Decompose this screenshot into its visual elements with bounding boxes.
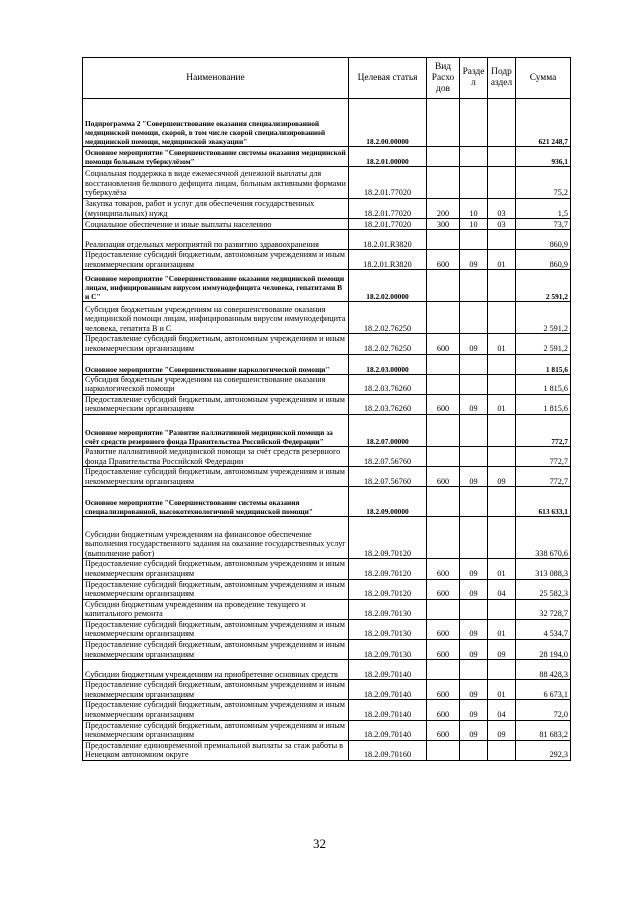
row-target-cell: 18.2.02.76250: [349, 302, 427, 334]
row-subsection-cell: 01: [488, 680, 516, 700]
header-subsection: Подр аздел: [488, 58, 516, 99]
row-name-cell: Предоставление субсидий бюджетным, автономным учреждениям и иным некоммерческим организациям: [83, 680, 349, 700]
row-exp-type-cell: [427, 446, 460, 466]
row-sum-cell: 772,7: [516, 467, 571, 487]
table-row: [83, 219, 571, 230]
row-sum-cell: 1,5: [516, 199, 571, 219]
table-row: [83, 270, 571, 302]
row-name-cell: Предоставление субсидий бюджетным, автономным учреждениям и иным некоммерческим организациям: [83, 720, 349, 740]
row-subsection-cell: 04: [488, 579, 516, 599]
row-target-cell: 18.2.09.70120: [349, 559, 427, 579]
row-name-cell: Реализация отдельных мероприятий по развитию здравоохранения: [83, 230, 349, 250]
row-subsection-cell: [488, 147, 516, 167]
row-section-cell: [460, 487, 488, 517]
row-section-cell: [460, 740, 488, 760]
row-section-cell: 09: [460, 700, 488, 720]
row-target-cell: 18.2.01.77020: [349, 199, 427, 219]
row-target-cell: 18.2.09.70140: [349, 700, 427, 720]
row-exp-type-cell: 600: [427, 559, 460, 579]
table-row: [83, 147, 571, 167]
row-name-cell: Основное мероприятие "Совершенствование наркологической помощи": [83, 354, 349, 374]
table-row: [83, 559, 571, 579]
row-target-cell: 18.2.09.70130: [349, 599, 427, 619]
row-sum-cell: 2 591,2: [516, 270, 571, 302]
table-row: [83, 167, 571, 199]
row-name-cell: Социальная поддержка в виде ежемесячной денежной выплаты для восстановления белкового дефицита лицам, больным активными формами туберкулёза: [83, 167, 349, 199]
row-name-cell: Основное мероприятие "Совершенствование системы оказания медицинской помощи больным туберкулёзом": [83, 147, 349, 167]
row-exp-type-cell: [427, 414, 460, 446]
table-row: [83, 740, 571, 760]
row-exp-type-cell: 600: [427, 394, 460, 414]
row-sum-cell: 2 591,2: [516, 334, 571, 354]
row-section-cell: 09: [460, 640, 488, 660]
row-section-cell: 09: [460, 250, 488, 270]
row-exp-type-cell: [427, 270, 460, 302]
table-row: [83, 700, 571, 720]
table-row: [83, 720, 571, 740]
table-row: [83, 640, 571, 660]
row-name-cell: Закупка товаров, работ и услуг для обеспечения государственных (муниципальных) нужд: [83, 199, 349, 219]
row-exp-type-cell: 200: [427, 199, 460, 219]
row-sum-cell: 75,2: [516, 167, 571, 199]
table-row: [83, 334, 571, 354]
table-row: [83, 354, 571, 374]
table-row: [83, 487, 571, 517]
row-exp-type-cell: 300: [427, 219, 460, 230]
row-sum-cell: 1 815,6: [516, 354, 571, 374]
row-sum-cell: 772,7: [516, 414, 571, 446]
row-sum-cell: 32 728,7: [516, 599, 571, 619]
header-target: Целевая статья: [349, 58, 427, 99]
row-subsection-cell: [488, 414, 516, 446]
row-name-cell: Основное мероприятие "Развитие паллиативной медицинской помощи за счёт средств резервного фонда Правительства Российской Федерации": [83, 414, 349, 446]
row-sum-cell: 772,7: [516, 446, 571, 466]
row-section-cell: 10: [460, 199, 488, 219]
table-row: [83, 302, 571, 334]
row-name-cell: Основное мероприятие "Совершенствование оказания медицинской помощи лицам, инфицированным вирусом иммунодефицита человека, гепатитами В и С": [83, 270, 349, 302]
row-subsection-cell: 01: [488, 250, 516, 270]
row-subsection-cell: 01: [488, 619, 516, 639]
row-section-cell: 09: [460, 720, 488, 740]
row-target-cell: 18.2.07.56760: [349, 446, 427, 466]
header-sum: Сумма: [516, 58, 571, 99]
row-section-cell: [460, 414, 488, 446]
row-subsection-cell: 01: [488, 559, 516, 579]
table-row: [83, 414, 571, 446]
row-subsection-cell: [488, 230, 516, 250]
row-name-cell: Предоставление единовременной премиальной выплаты за стаж работы в Ненецком автономном округе: [83, 740, 349, 760]
row-subsection-cell: [488, 487, 516, 517]
row-section-cell: [460, 99, 488, 147]
document-page: [82, 57, 570, 761]
row-target-cell: 18.2.09.70130: [349, 619, 427, 639]
row-subsection-cell: 09: [488, 720, 516, 740]
row-section-cell: [460, 147, 488, 167]
row-exp-type-cell: 600: [427, 680, 460, 700]
row-sum-cell: 860,9: [516, 250, 571, 270]
row-section-cell: 09: [460, 619, 488, 639]
row-subsection-cell: [488, 99, 516, 147]
row-exp-type-cell: [427, 167, 460, 199]
row-subsection-cell: [488, 167, 516, 199]
header-section: Разде л: [460, 58, 488, 99]
row-exp-type-cell: [427, 99, 460, 147]
row-target-cell: 18.2.01.77020: [349, 167, 427, 199]
row-subsection-cell: 04: [488, 700, 516, 720]
row-subsection-cell: [488, 446, 516, 466]
row-exp-type-cell: [427, 374, 460, 394]
row-target-cell: 18.2.00.00000: [349, 99, 427, 147]
row-target-cell: 18.2.09.70160: [349, 740, 427, 760]
row-name-cell: Основное мероприятие "Совершенствование системы оказания специализированной, высокотехнологичной медицинской помощи": [83, 487, 349, 517]
row-section-cell: 09: [460, 394, 488, 414]
row-section-cell: 09: [460, 680, 488, 700]
table-row: [83, 99, 571, 147]
row-sum-cell: 88 428,3: [516, 660, 571, 680]
row-name-cell: Социальное обеспечение и иные выплаты населению: [83, 219, 349, 230]
row-exp-type-cell: 600: [427, 467, 460, 487]
row-section-cell: [460, 599, 488, 619]
row-target-cell: 18.2.09.70140: [349, 720, 427, 740]
row-subsection-cell: 03: [488, 199, 516, 219]
table-row: [83, 199, 571, 219]
row-subsection-cell: [488, 599, 516, 619]
row-name-cell: Предоставление субсидий бюджетным, автономным учреждениям и иным некоммерческим организациям: [83, 467, 349, 487]
row-sum-cell: 4 534,7: [516, 619, 571, 639]
table-row: [83, 394, 571, 414]
row-section-cell: [460, 517, 488, 559]
table-row: [83, 446, 571, 466]
table-row: [83, 599, 571, 619]
row-section-cell: 09: [460, 334, 488, 354]
row-exp-type-cell: 600: [427, 579, 460, 599]
row-exp-type-cell: 600: [427, 700, 460, 720]
row-name-cell: Подпрограмма 2 "Совершенствование оказания специализированной медицинской помощи, скорой, в том числе скорой специализированной медицинской помощи, медицинской эвакуации": [83, 99, 349, 147]
table-row: [83, 250, 571, 270]
row-target-cell: 18.2.01.R3820: [349, 230, 427, 250]
row-name-cell: Предоставление субсидий бюджетным, автономным учреждениям и иным некоммерческим организациям: [83, 640, 349, 660]
row-subsection-cell: [488, 660, 516, 680]
row-sum-cell: 73,7: [516, 219, 571, 230]
row-sum-cell: 936,1: [516, 147, 571, 167]
row-target-cell: 18.2.02.00000: [349, 270, 427, 302]
row-target-cell: 18.2.09.70140: [349, 660, 427, 680]
row-section-cell: 09: [460, 467, 488, 487]
row-sum-cell: 6 673,1: [516, 680, 571, 700]
row-exp-type-cell: 600: [427, 619, 460, 639]
row-subsection-cell: [488, 270, 516, 302]
row-sum-cell: 1 815,6: [516, 394, 571, 414]
row-sum-cell: 25 582,3: [516, 579, 571, 599]
row-subsection-cell: 09: [488, 467, 516, 487]
row-name-cell: Предоставление субсидий бюджетным, автономным учреждениям и иным некоммерческим организациям: [83, 619, 349, 639]
table-row: [83, 374, 571, 394]
table-row: [83, 680, 571, 700]
row-subsection-cell: 01: [488, 394, 516, 414]
row-target-cell: 18.2.09.00000: [349, 487, 427, 517]
row-sum-cell: 621 248,7: [516, 99, 571, 147]
row-subsection-cell: [488, 740, 516, 760]
row-sum-cell: 338 670,6: [516, 517, 571, 559]
header-name: Наименование: [83, 58, 349, 99]
row-target-cell: 18.2.02.76250: [349, 334, 427, 354]
row-target-cell: 18.2.01.77020: [349, 219, 427, 230]
row-subsection-cell: 01: [488, 334, 516, 354]
row-name-cell: Развитие паллиативной медицинской помощи за счёт средств резервного фонда Правительства Российской Федерации: [83, 446, 349, 466]
row-section-cell: [460, 374, 488, 394]
row-sum-cell: 72,0: [516, 700, 571, 720]
row-section-cell: [460, 302, 488, 334]
row-exp-type-cell: [427, 660, 460, 680]
row-target-cell: 18.2.01.00000: [349, 147, 427, 167]
row-target-cell: 18.2.09.70140: [349, 680, 427, 700]
row-sum-cell: 860,9: [516, 230, 571, 250]
table-row: [83, 517, 571, 559]
row-section-cell: 09: [460, 559, 488, 579]
row-section-cell: [460, 446, 488, 466]
row-name-cell: Субсидия бюджетным учреждениям на совершенствование оказания наркологической помощи: [83, 374, 349, 394]
row-name-cell: Субсидии бюджетным учреждениям на приобретение основных средств: [83, 660, 349, 680]
header-exp-type: Вид Расхо дов: [427, 58, 460, 99]
row-exp-type-cell: [427, 147, 460, 167]
row-exp-type-cell: 600: [427, 250, 460, 270]
row-subsection-cell: [488, 302, 516, 334]
row-target-cell: 18.2.09.70120: [349, 517, 427, 559]
row-subsection-cell: 03: [488, 219, 516, 230]
row-exp-type-cell: [427, 302, 460, 334]
row-name-cell: Предоставление субсидий бюджетным, автономным учреждениям и иным некоммерческим организациям: [83, 579, 349, 599]
row-target-cell: 18.2.01.R3820: [349, 250, 427, 270]
budget-table: [82, 57, 571, 761]
row-section-cell: [460, 354, 488, 374]
row-name-cell: Субсидии бюджетным учреждениям на проведение текущего и капитального ремонта: [83, 599, 349, 619]
table-row: [83, 660, 571, 680]
row-section-cell: [460, 660, 488, 680]
table-row: [83, 230, 571, 250]
row-subsection-cell: [488, 517, 516, 559]
row-sum-cell: 1 815,6: [516, 374, 571, 394]
row-name-cell: Предоставление субсидий бюджетным, автономным учреждениям и иным некоммерческим организациям: [83, 559, 349, 579]
table-row: [83, 467, 571, 487]
row-subsection-cell: [488, 374, 516, 394]
row-name-cell: Субсидии бюджетным учреждениям на финансовое обеспечение выполнения государственного задания на оказание государственных услуг (выполнение работ): [83, 517, 349, 559]
row-target-cell: 18.2.03.00000: [349, 354, 427, 374]
row-sum-cell: 613 633,1: [516, 487, 571, 517]
row-name-cell: Предоставление субсидий бюджетным, автономным учреждениям и иным некоммерческим организациям: [83, 334, 349, 354]
table-header-row: [83, 58, 571, 99]
table-body: [83, 99, 571, 761]
row-name-cell: Предоставление субсидий бюджетным, автономным учреждениям и иным некоммерческим организациям: [83, 700, 349, 720]
row-subsection-cell: 09: [488, 640, 516, 660]
row-section-cell: 10: [460, 219, 488, 230]
row-section-cell: [460, 167, 488, 199]
row-name-cell: Предоставление субсидий бюджетным, автономным учреждениям и иным некоммерческим организациям: [83, 250, 349, 270]
row-target-cell: 18.2.09.70130: [349, 640, 427, 660]
row-section-cell: [460, 230, 488, 250]
row-sum-cell: 28 194,0: [516, 640, 571, 660]
row-section-cell: 09: [460, 579, 488, 599]
row-name-cell: Предоставление субсидий бюджетным, автономным учреждениям и иным некоммерческим организациям: [83, 394, 349, 414]
row-target-cell: 18.2.03.76260: [349, 374, 427, 394]
page-number: 32: [313, 836, 326, 851]
row-exp-type-cell: [427, 230, 460, 250]
table-row: [83, 579, 571, 599]
row-name-cell: Субсидия бюджетным учреждениям на совершенствование оказания медицинской помощи лицам, инфицированным вирусом иммунодефицита человека, гепатита В и С: [83, 302, 349, 334]
row-exp-type-cell: 600: [427, 640, 460, 660]
row-target-cell: 18.2.07.00000: [349, 414, 427, 446]
row-exp-type-cell: [427, 740, 460, 760]
row-target-cell: 18.2.07.56760: [349, 467, 427, 487]
row-target-cell: 18.2.09.70120: [349, 579, 427, 599]
row-sum-cell: 2 591,2: [516, 302, 571, 334]
row-sum-cell: 313 088,3: [516, 559, 571, 579]
row-sum-cell: 81 683,2: [516, 720, 571, 740]
row-exp-type-cell: [427, 517, 460, 559]
row-subsection-cell: [488, 354, 516, 374]
row-exp-type-cell: 600: [427, 720, 460, 740]
row-exp-type-cell: [427, 354, 460, 374]
row-sum-cell: 292,3: [516, 740, 571, 760]
row-exp-type-cell: 600: [427, 334, 460, 354]
table-row: [83, 619, 571, 639]
row-section-cell: [460, 270, 488, 302]
row-exp-type-cell: [427, 599, 460, 619]
row-target-cell: 18.2.03.76260: [349, 394, 427, 414]
row-exp-type-cell: [427, 487, 460, 517]
